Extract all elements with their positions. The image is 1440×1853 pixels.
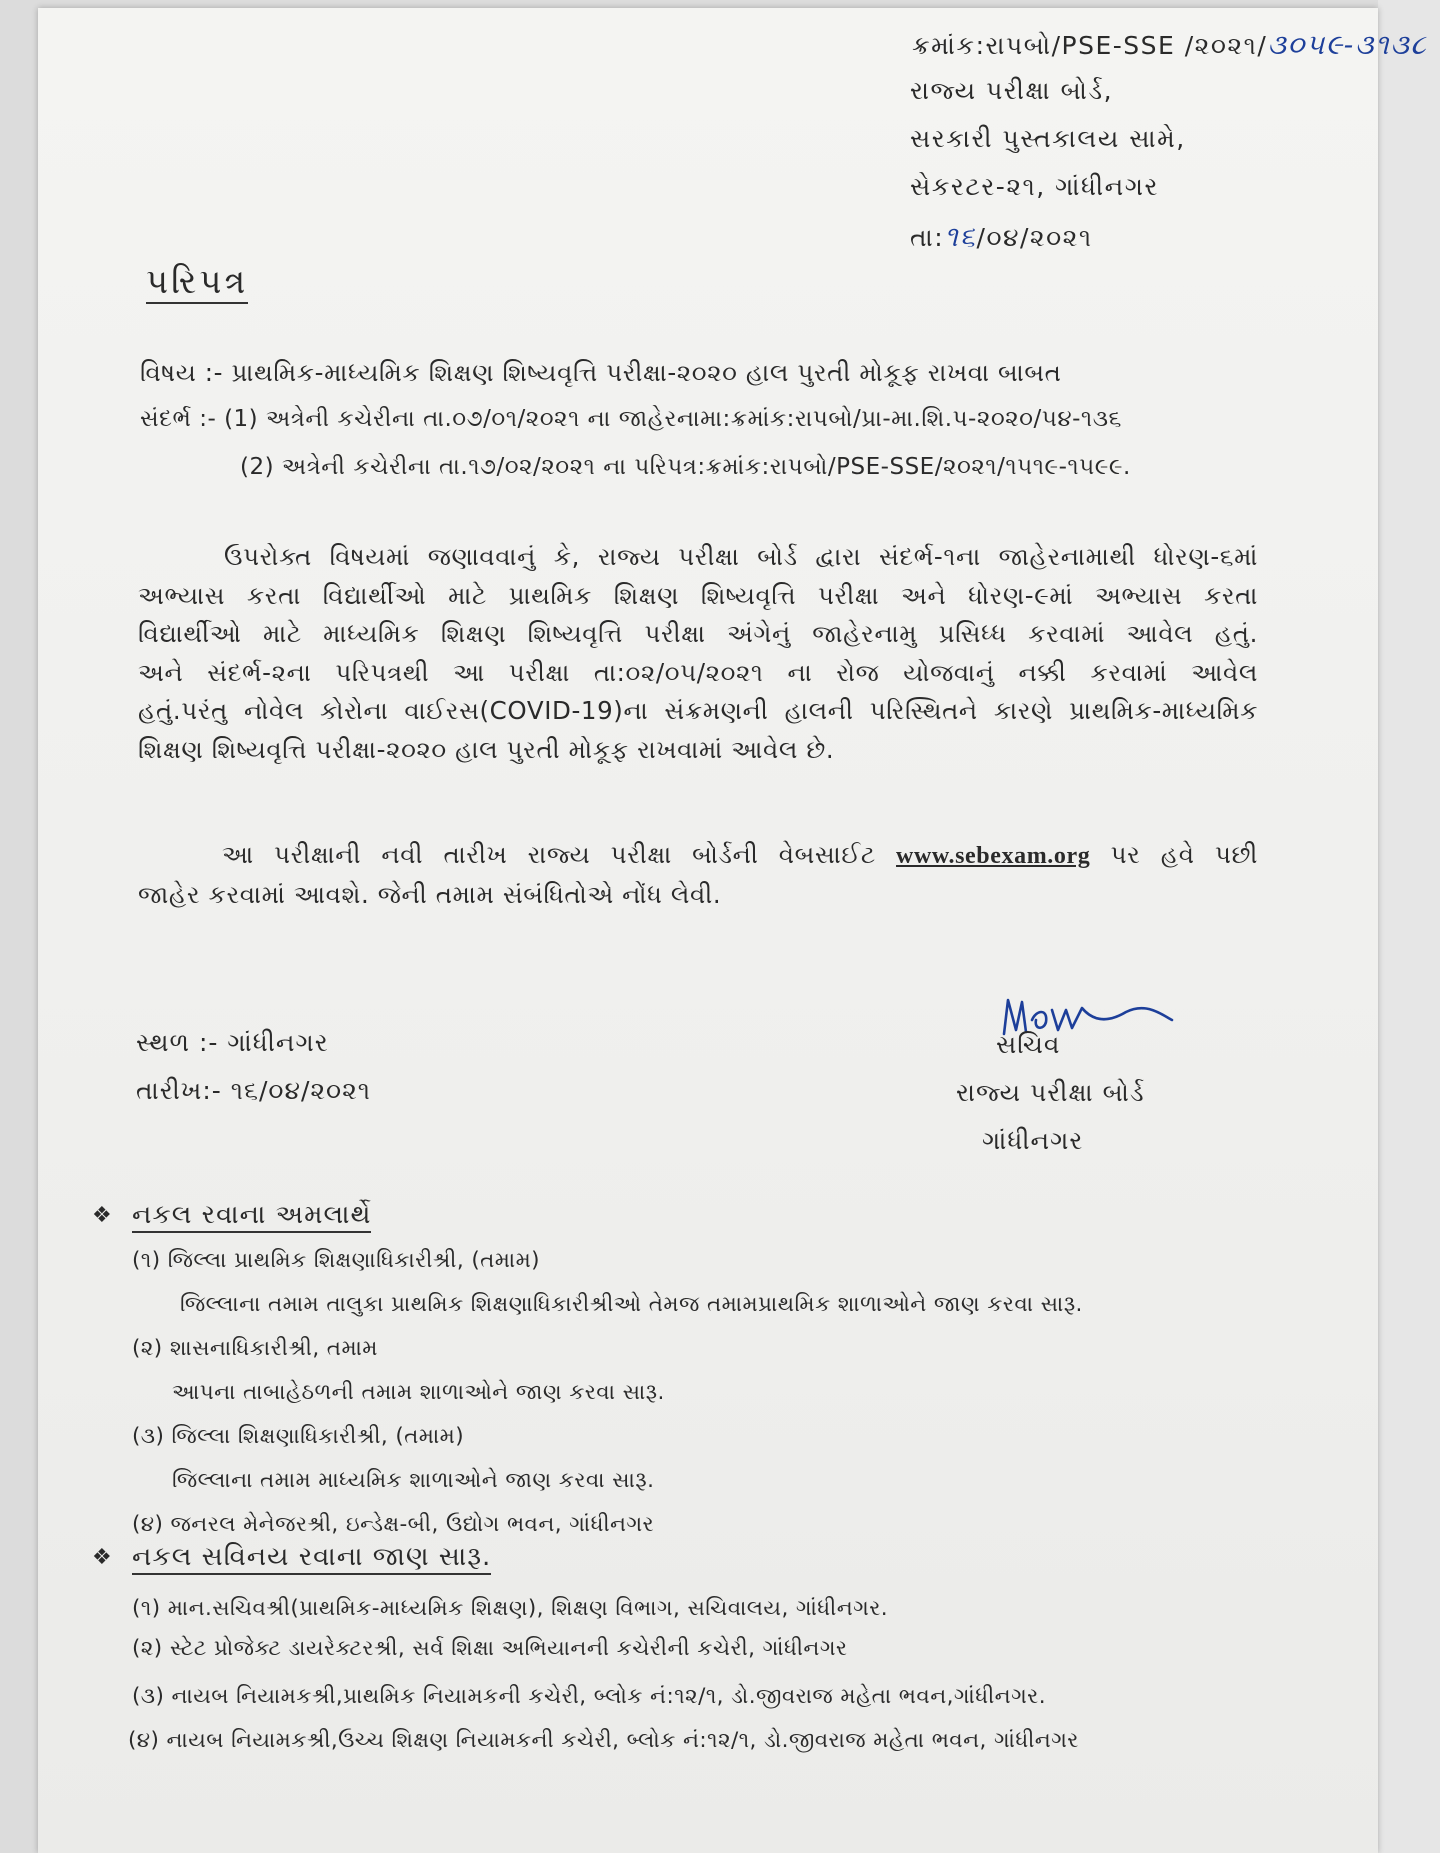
issue-date-handwritten: ૧૬ xyxy=(944,220,977,253)
body-line: અને સંદર્ભ-૨ના પરિપત્રથી આ પરીક્ષા તા:૦૨/૦૫/૨૦૨૧ ના રોજ યોજવાનું નક્કી કરવામાં આવેલ xyxy=(138,657,1258,687)
copy-action-item: જિલ્લાના તમામ માધ્યમિક શાળાઓને જાણ કરવા સારૂ. xyxy=(172,1468,655,1493)
copy-info-item: (૧) માન.સચિવશ્રી(પ્રાથમિક-માધ્યમિક શિક્ષણ), શિક્ષણ વિભાગ, સચિવાલય, ગાંધીનગર. xyxy=(132,1596,888,1621)
copy-info-heading: નકલ સવિનય રવાના જાણ સારૂ. xyxy=(132,1542,491,1575)
body-line xyxy=(138,836,1258,876)
copy-info-item: (૨) સ્ટેટ પ્રોજેક્ટ ડાયરેક્ટરશ્રી, સર્વ શિક્ષા અભિયાનની કચેરીની કચેરી, ગાંધીનગર xyxy=(132,1636,848,1661)
diamond-bullet-icon: ❖ xyxy=(92,1203,112,1228)
issue-date xyxy=(910,220,1093,254)
body-line: ઉપરોક્ત વિષયમાં જણાવવાનું કે, રાજ્ય પરીક્ષા બોર્ડ દ્વારા સંદર્ભ-૧ના જાહેરનામાથી ધોરણ-૬માં xyxy=(224,542,1258,571)
copy-action-item: જિલ્લાના તમામ તાલુકા પ્રાથમિક શિક્ષણાધિકારીશ્રીઓ તેમજ તમામપ્રાથમિક શાળાઓને જાણ કરવા સારૂ. xyxy=(180,1292,1083,1317)
reference-1-text: (1) અત્રેની કચેરીના તા.૦૭/૦૧/૨૦૨૧ ના જાહેરનામા:ક્રમાંક:રાપબો/પ્રા-મા.શિ.પ-૨૦૨૦/૫૪-૧૩૬ xyxy=(224,406,1122,432)
diamond-bullet-icon: ❖ xyxy=(92,1545,112,1570)
issue-date-suffix: /૦૪/૨૦૨૧ xyxy=(976,223,1093,252)
copy-action-item: (૪) જનરલ મેનેજરશ્રી, ઇન્ડેક્ષ-બી, ઉદ્યોગ ભવન, ગાંધીનગર xyxy=(132,1512,655,1537)
reference-number xyxy=(912,28,1427,62)
references-label: સંદર્ભ :- xyxy=(140,406,217,432)
body-line: અભ્યાસ કરતા વિદ્યાર્થીઓ માટે પ્રાથમિક શિક્ષણ શિષ્યવૃત્તિ પરીક્ષા અને ધોરણ-૯માં અભ્યાસ કરતા xyxy=(138,580,1258,610)
reference-1 xyxy=(140,406,1122,432)
page-title: પરિપત્ર xyxy=(146,262,249,302)
copy-info-item: (૩) નાયબ નિયામકશ્રી,પ્રાથમિક નિયામકની કચેરી, બ્લોક નં:૧૨/૧, ડો.જીવરાજ મહેતા ભવન,ગાંધીનગર. xyxy=(132,1684,1046,1709)
office-name: રાજ્ય પરીક્ષા બોર્ડ, xyxy=(910,76,1114,105)
copy-action-item: આપના તાબાહેઠળની તમામ શાળાઓને જાણ કરવા સારૂ. xyxy=(172,1380,665,1405)
copy-action-item: (૨) શાસનાધિકારીશ્રી, તમામ xyxy=(132,1336,378,1361)
body-line: હતું.પરંતુ નોવેલ કોરોના વાઈરસ(COVID-19)ના સંક્રમણની હાલની પરિસ્થિતને કારણે પ્રાથમિક-માધ્યમિક xyxy=(138,696,1258,725)
subject-label: વિષય xyxy=(140,358,197,387)
body-paragraph-1 xyxy=(138,538,1258,769)
copy-action-heading: નકલ રવાના અમલાર્થે xyxy=(132,1200,371,1233)
place-line: સ્થળ :- ગાંધીનગર xyxy=(136,1028,329,1057)
body-text: આ પરીક્ષાની નવી તારીખ રાજ્ય પરીક્ષા બોર્ડની વેબસાઈટ xyxy=(222,840,876,869)
office-address-2: સેકરટર-૨૧, ગાંધીનગર xyxy=(910,172,1159,201)
copy-action-item: (૧) જિલ્લા પ્રાથમિક શિક્ષણાધિકારીશ્રી, (તમામ) xyxy=(132,1248,540,1273)
reference-printed: ક્રમાંક:રાપબો/PSE-SSE /૨૦૨૧/ xyxy=(912,31,1268,60)
reference-2: (2) અત્રેની કચેરીના તા.૧૭/૦૨/૨૦૨૧ ના પરિપત્ર:ક્રમાંક:રાપબો/PSE-SSE/૨૦૨૧/૧૫૧૯-૧૫૯૯. xyxy=(240,454,1131,480)
office-address-1: સરકારી પુસ્તકાલય સામે, xyxy=(910,124,1186,153)
right-margin xyxy=(1378,0,1440,1853)
subject-line xyxy=(140,358,1061,387)
body-text: પર હવે પછી xyxy=(1110,840,1259,869)
copy-action-item: (૩) જિલ્લા શિક્ષણાધિકારીશ્રી, (તમામ) xyxy=(132,1424,464,1449)
date-line: તારીખ:- ૧૬/૦૪/૨૦૨૧ xyxy=(136,1076,372,1105)
issue-date-prefix: તા: xyxy=(910,223,945,252)
signatory-designation: સચિવ xyxy=(996,1030,1061,1059)
website-link[interactable]: www.sebexam.org xyxy=(896,843,1091,869)
signatory-city: ગાંધીનગર xyxy=(982,1126,1084,1155)
subject-text: :- પ્રાથમિક-માધ્યમિક શિક્ષણ શિષ્યવૃત્તિ પરીક્ષા-૨૦૨૦ હાલ પુરતી મોકૂફ રાખવા બાબત xyxy=(204,358,1062,387)
reference-handwritten: ૩૦૫૯-૩૧૩૮ xyxy=(1267,28,1428,61)
copy-info-item: (૪) નાયબ નિયામકશ્રી,ઉચ્ચ શિક્ષણ નિયામકની કચેરી, બ્લોક નં:૧૨/૧, ડો.જીવરાજ મહેતા ભવન, ગાંધીનગર xyxy=(128,1728,1079,1753)
body-line: જાહેર કરવામાં આવશે. જેની તમામ સંબંધિતોએ નોંધ લેવી. xyxy=(138,879,722,909)
signatory-org: રાજ્ય પરીક્ષા બોર્ડ xyxy=(956,1078,1145,1107)
body-line: શિક્ષણ શિષ્યવૃત્તિ પરીક્ષા-૨૦૨૦ હાલ પુરતી મોકૂફ રાખવામાં આવેલ છે. xyxy=(138,734,835,764)
body-paragraph-2 xyxy=(138,836,1258,914)
body-line: વિદ્યાર્થીઓ માટે માધ્યમિક શિક્ષણ શિષ્યવૃત્તિ પરીક્ષા અંગેનું જાહેરનામુ પ્રસિધ્ધ કરવામાં આવેલ હતું. xyxy=(138,619,1258,648)
